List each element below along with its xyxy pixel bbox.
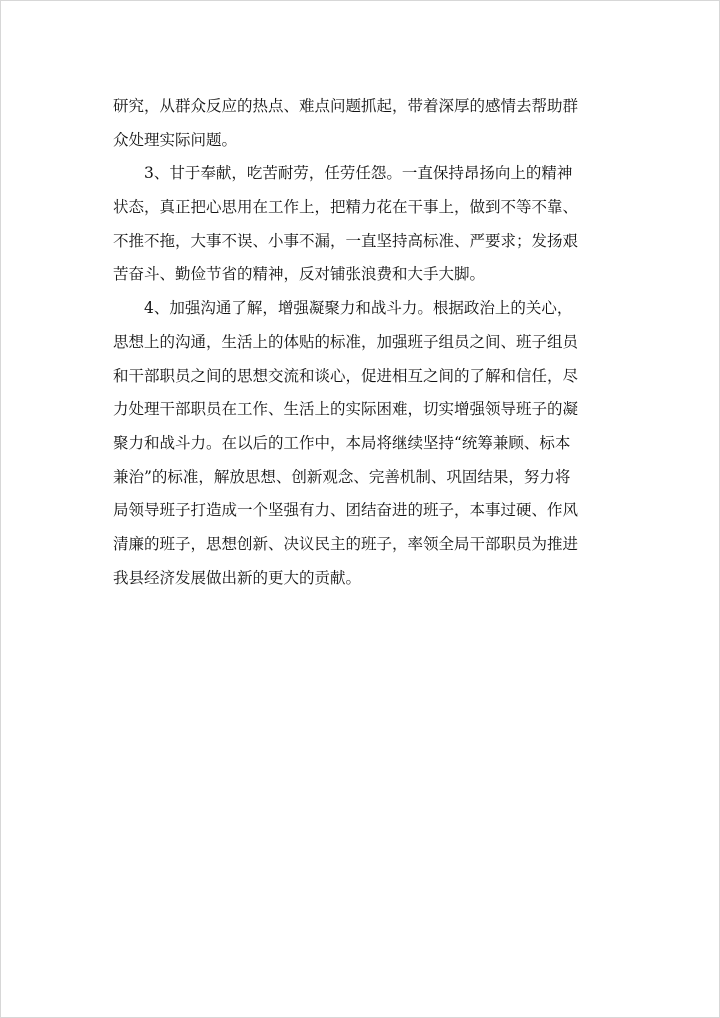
- text-line: 局领导班子打造成一个坚强有力、团结奋进的班子，本事过硬、作风: [113, 501, 579, 520]
- body-text: [113, 90, 609, 595]
- text-line: 清廉的班子，思想创新、决议民主的班子，率领全局干部职员为推进: [113, 534, 579, 553]
- text-line: 兼治”的标准，解放思想、创新观念、完善机制、巩固结果，努力将: [113, 467, 571, 486]
- text-line: 力处理干部职员在工作、生活上的实际困难，切实增强领导班子的凝: [113, 400, 579, 419]
- text-line: 我县经济发展做出新的更大的贡献。: [113, 568, 362, 587]
- text-line: 和干部职员之间的思想交流和谈心，促进相互之间的了解和信任，尽: [113, 366, 579, 385]
- text-line: 4、加强沟通了解，增强凝聚力和战斗力。根据政治上的关心，: [113, 299, 573, 318]
- text-line: 3、甘于奉献，吃苦耐劳，任劳任怨。一直保持昂扬向上的精神: [113, 164, 573, 183]
- text-line: 不推不拖，大事不误、小事不漏，一直坚持高标准、严要求；发扬艰: [113, 231, 579, 250]
- text-line: 研究，从群众反应的热点、难点问题抓起，带着深厚的感情去帮助群: [113, 97, 579, 115]
- text-line: 苦奋斗、勤俭节省的精神，反对铺张浪费和大手大脚。: [113, 265, 486, 284]
- text-line: 聚力和战斗力。在以后的工作中，本局将继续坚持“统筹兼顾、标本: [113, 433, 571, 452]
- text-line: 思想上的沟通，生活上的体贴的标准，加强班子组员之间、班子组员: [113, 332, 579, 351]
- text-line: 众处理实际问题。: [113, 130, 238, 149]
- text-line: 状态，真正把心思用在工作上，把精力花在干事上，做到不等不靠、: [113, 198, 579, 217]
